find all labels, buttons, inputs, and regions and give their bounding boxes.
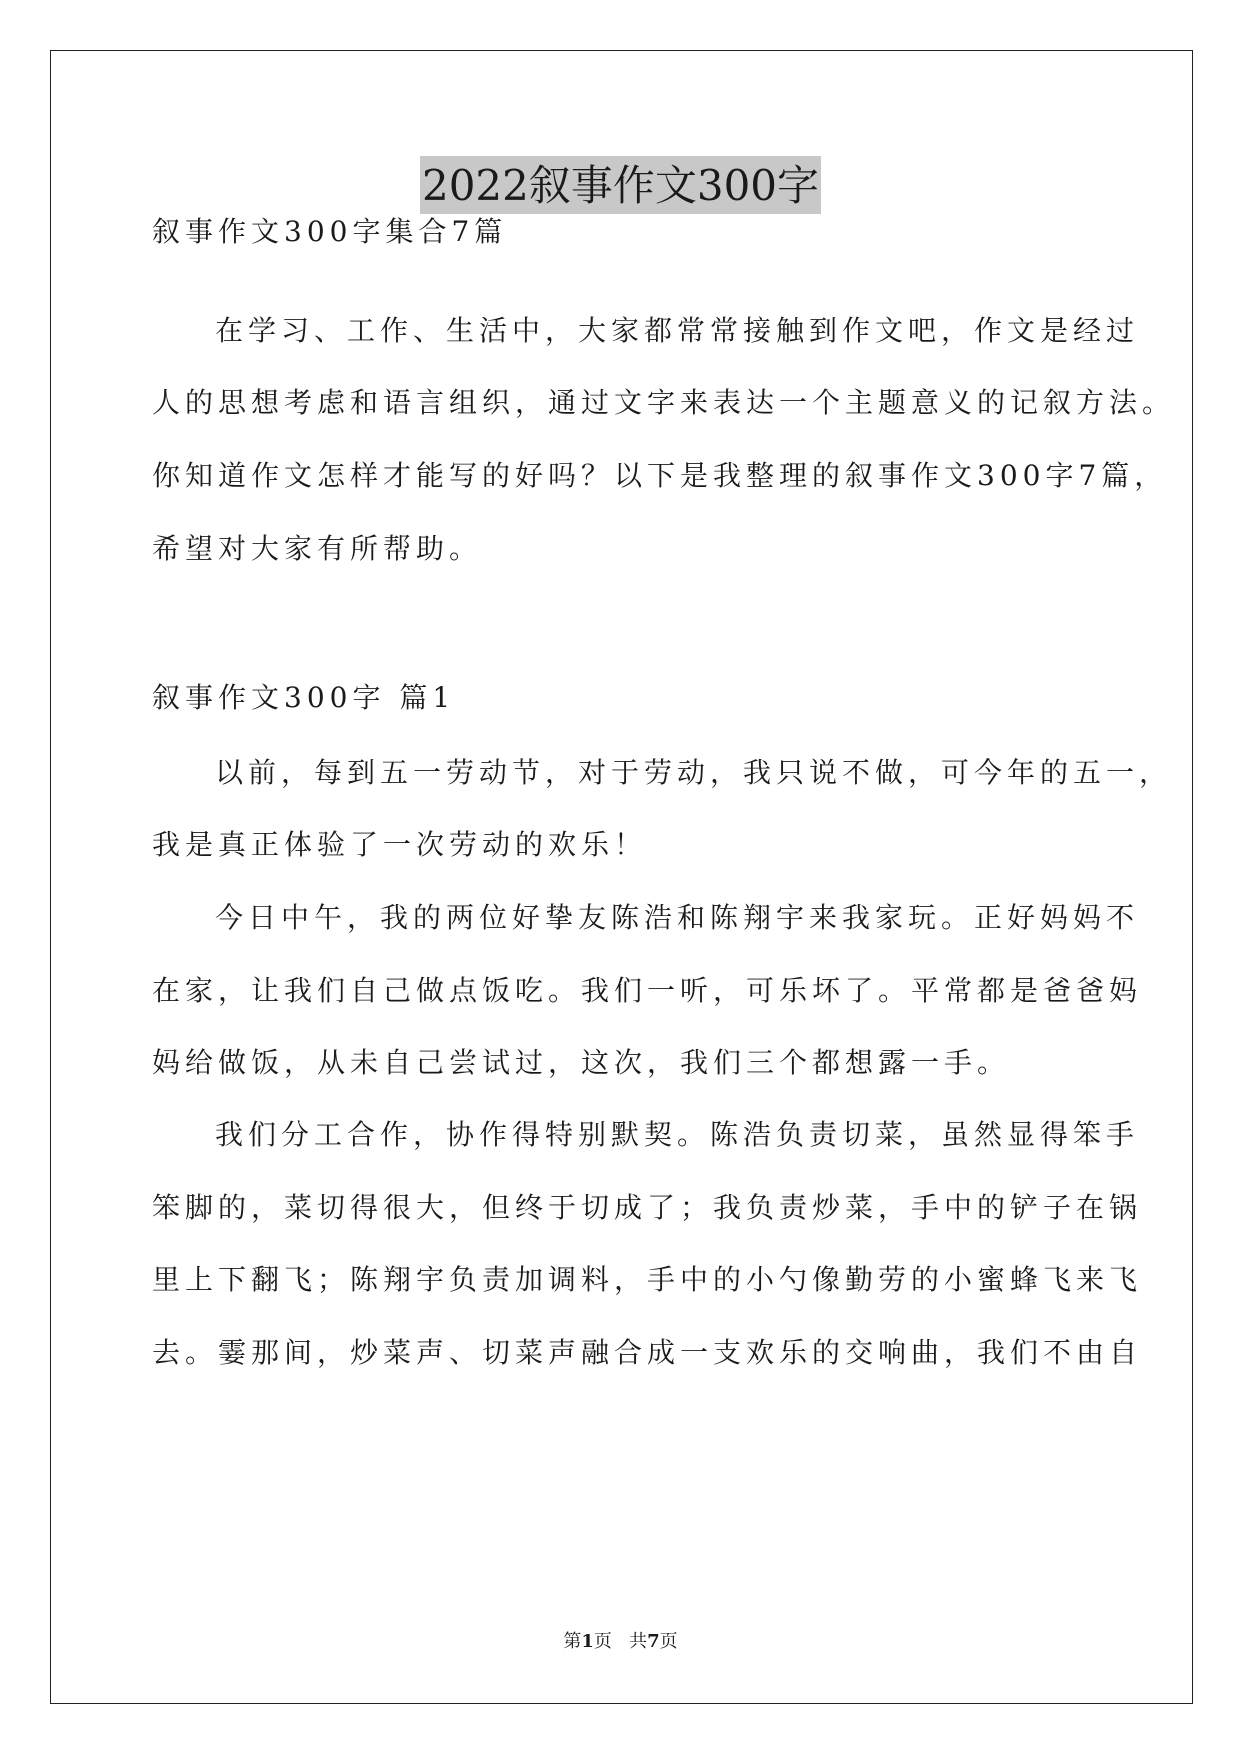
section-line: 妈给做饭，从未自己尝试过，这次，我们三个都想露一手。 bbox=[152, 1046, 1011, 1079]
section-line: 以前，每到五一劳动节，对于劳动，我只说不做，可今年的五一， bbox=[215, 756, 1173, 789]
section-heading: 叙事作文300字 篇1 bbox=[152, 681, 456, 714]
intro-line: 人的思想考虑和语言组织，通过文字来表达一个主题意义的记叙方法。 bbox=[152, 386, 1176, 419]
page-number: 1 bbox=[581, 1631, 594, 1652]
page-footer bbox=[0, 1630, 1241, 1654]
section-line: 我是真正体验了一次劳动的欢乐！ bbox=[152, 828, 648, 861]
section-line: 我们分工合作，协作得特别默契。陈浩负责切菜，虽然显得笨手 bbox=[215, 1118, 1140, 1151]
intro-line: 在学习、工作、生活中，大家都常常接触到作文吧，作文是经过 bbox=[215, 314, 1140, 347]
section-line: 笨脚的，菜切得很大，但终于切成了；我负责炒菜，手中的铲子在锅 bbox=[152, 1191, 1143, 1224]
total-suffix: 页 bbox=[659, 1631, 678, 1652]
section-line: 今日中午，我的两位好挚友陈浩和陈翔宇来我家玩。正好妈妈不 bbox=[215, 901, 1140, 934]
page-prefix: 第 bbox=[563, 1631, 582, 1652]
section-line: 去。霎那间，炒菜声、切菜声融合成一支欢乐的交响曲，我们不由自 bbox=[152, 1336, 1143, 1369]
page-suffix: 页 bbox=[593, 1631, 612, 1652]
intro-line: 希望对大家有所帮助。 bbox=[152, 532, 483, 565]
total-pages: 7 bbox=[647, 1631, 660, 1652]
section-line: 里上下翻飞；陈翔宇负责加调料，手中的小勺像勤劳的小蜜蜂飞来飞 bbox=[152, 1263, 1143, 1296]
document-subtitle: 叙事作文300字集合7篇 bbox=[152, 215, 508, 248]
document-title bbox=[0, 156, 1241, 214]
section-line: 在家，让我们自己做点饭吃。我们一听，可乐坏了。平常都是爸爸妈 bbox=[152, 974, 1143, 1007]
intro-line: 你知道作文怎样才能写的好吗？以下是我整理的叙事作文300字7篇， bbox=[152, 459, 1168, 492]
document-title-text: 2022叙事作文300字 bbox=[420, 156, 821, 214]
total-prefix: 共 bbox=[629, 1631, 648, 1652]
page-frame bbox=[50, 50, 1193, 1704]
